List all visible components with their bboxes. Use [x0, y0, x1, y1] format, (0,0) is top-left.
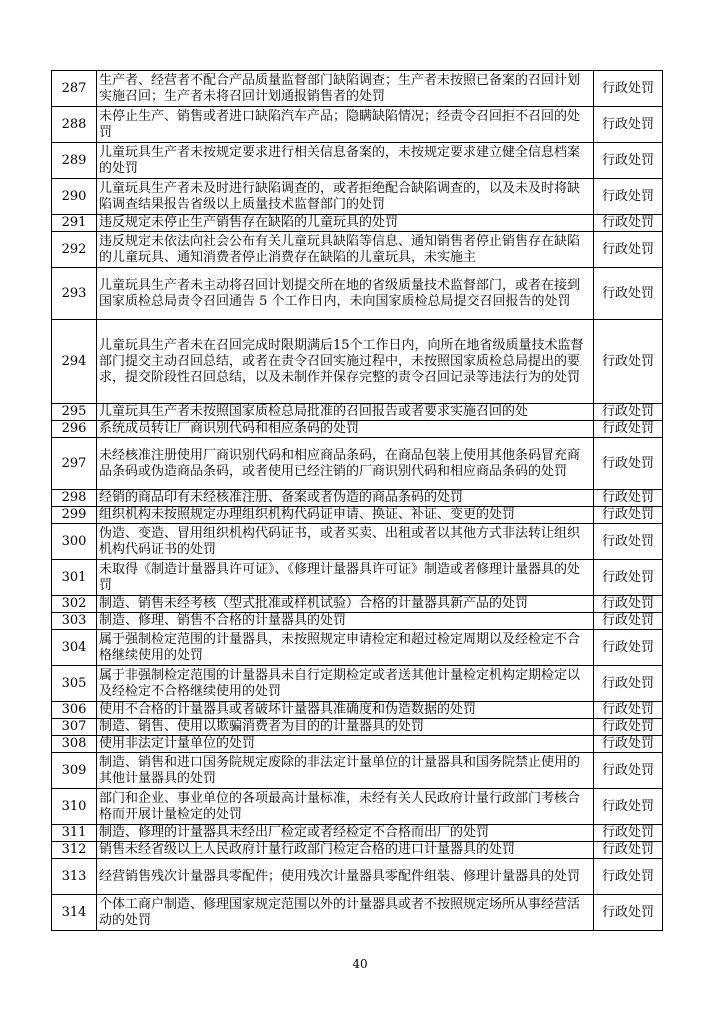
row-number: 304 — [52, 630, 97, 666]
table-row — [52, 421, 663, 438]
row-type: 行政处罚 — [594, 613, 663, 630]
row-type: 行政处罚 — [594, 320, 663, 404]
row-type: 行政处罚 — [594, 753, 663, 789]
table-row — [52, 895, 663, 931]
table-row — [52, 736, 663, 753]
row-number: 291 — [52, 215, 97, 232]
row-description: 儿童玩具生产者未及时进行缺陷调查的，或者拒绝配合缺陷调查的，以及未及时将缺陷调查结果报告省级以上质量技术监督部门的处罚 — [97, 179, 594, 215]
table-row — [52, 215, 663, 232]
row-description: 属于强制检定范围的计量器具，未按照规定申请检定和超过检定周期以及经检定不合格继续使用的处罚 — [97, 630, 594, 666]
row-type: 行政处罚 — [594, 143, 663, 179]
row-number: 306 — [52, 702, 97, 719]
row-type: 行政处罚 — [594, 404, 663, 421]
table-row — [52, 179, 663, 215]
page-number: 40 — [352, 957, 368, 971]
row-type: 行政处罚 — [594, 666, 663, 702]
table-row — [52, 404, 663, 421]
row-type: 行政处罚 — [594, 71, 663, 107]
row-number: 292 — [52, 232, 97, 268]
row-type: 行政处罚 — [594, 789, 663, 825]
table-row — [52, 71, 663, 107]
row-type: 行政处罚 — [594, 859, 663, 895]
table-row — [52, 719, 663, 736]
row-type: 行政处罚 — [594, 179, 663, 215]
row-description: 制造、销售未经考核（型式批准或样机试验）合格的计量器具新产品的处罚 — [97, 596, 594, 613]
row-description: 生产者、经营者不配合产品质量监督部门缺陷调查；生产者未按照已备案的召回计划实施召回；生产者未将召回计划通报销售者的处罚 — [97, 71, 594, 107]
table-row — [52, 524, 663, 560]
table-row — [52, 842, 663, 859]
row-number: 289 — [52, 143, 97, 179]
row-type: 行政处罚 — [594, 524, 663, 560]
row-type: 行政处罚 — [594, 560, 663, 596]
row-description: 属于非强制检定范围的计量器具未自行定期检定或者送其他计量检定机构定期检定以及经检定不合格继续使用的处罚 — [97, 666, 594, 702]
row-number: 290 — [52, 179, 97, 215]
row-number: 300 — [52, 524, 97, 560]
row-description: 经营销售残次计量器具零配件；使用残次计量器具零配件组装、修理计量器具的处罚 — [97, 859, 594, 895]
row-number: 314 — [52, 895, 97, 931]
row-number: 293 — [52, 268, 97, 320]
row-description: 儿童玩具生产者未按照国家质检总局批准的召回报告或者要求实施召回的处 — [97, 404, 594, 421]
row-description: 制造、修理的计量器具未经出厂检定或者经检定不合格而出厂的处罚 — [97, 825, 594, 842]
row-number: 294 — [52, 320, 97, 404]
row-type: 行政处罚 — [594, 215, 663, 232]
table-row — [52, 613, 663, 630]
row-number: 287 — [52, 71, 97, 107]
row-number: 288 — [52, 107, 97, 143]
row-type: 行政处罚 — [594, 719, 663, 736]
row-number: 298 — [52, 490, 97, 507]
table-row — [52, 859, 663, 895]
row-number: 296 — [52, 421, 97, 438]
row-number: 299 — [52, 507, 97, 524]
row-type: 行政处罚 — [594, 630, 663, 666]
row-description: 儿童玩具生产者未在召回完成时限期满后15个工作日内，向所在地省级质量技术监督部门提交主动召回总结，或者在责令召回实施过程中，未按照国家质检总局提出的要求，提交阶段性召回总结，以及未制作并保存完整的责令召回记录等违法行为的处罚 — [97, 320, 594, 404]
row-number: 309 — [52, 753, 97, 789]
row-type: 行政处罚 — [594, 825, 663, 842]
row-number: 295 — [52, 404, 97, 421]
table-body — [52, 71, 663, 931]
row-description: 违反规定未停止生产销售存在缺陷的儿童玩具的处罚 — [97, 215, 594, 232]
table-row — [52, 630, 663, 666]
row-number: 303 — [52, 613, 97, 630]
row-description: 儿童玩具生产者未主动将召回计划提交所在地的省级质量技术监督部门，或者在接到国家质检总局责令召回通告 5 个工作日内，未向国家质检总局提交召回报告的处罚 — [97, 268, 594, 320]
row-number: 308 — [52, 736, 97, 753]
row-number: 307 — [52, 719, 97, 736]
penalty-items-table — [51, 70, 663, 931]
row-type: 行政处罚 — [594, 895, 663, 931]
table-row — [52, 490, 663, 507]
table-row — [52, 666, 663, 702]
row-description: 使用不合格的计量器具或者破坏计量器具准确度和伪造数据的处罚 — [97, 702, 594, 719]
row-type: 行政处罚 — [594, 490, 663, 507]
row-number: 302 — [52, 596, 97, 613]
row-description: 违反规定未依法向社会公布有关儿童玩具缺陷等信息、通知销售者停止销售存在缺陷的儿童玩具、通知消费者停止消费存在缺陷的儿童玩具，未实施主 — [97, 232, 594, 268]
row-description: 未经核准注册使用厂商识别代码和相应商品条码，在商品包装上使用其他条码冒充商品条码或伪造商品条码，或者使用已经注销的厂商识别代码和相应商品条码的处罚 — [97, 438, 594, 490]
row-number: 305 — [52, 666, 97, 702]
row-description: 个体工商户制造、修理国家规定范围以外的计量器具或者不按照规定场所从事经营活动的处罚 — [97, 895, 594, 931]
row-type: 行政处罚 — [594, 232, 663, 268]
row-number: 312 — [52, 842, 97, 859]
table-row — [52, 753, 663, 789]
row-description: 未停止生产、销售或者进口缺陷汽车产品；隐瞒缺陷情况；经责令召回拒不召回的处罚 — [97, 107, 594, 143]
row-type: 行政处罚 — [594, 842, 663, 859]
table-row — [52, 702, 663, 719]
row-description: 组织机构未按照规定办理组织机构代码证申请、换证、补证、变更的处罚 — [97, 507, 594, 524]
row-number: 301 — [52, 560, 97, 596]
table-row — [52, 143, 663, 179]
table-row — [52, 438, 663, 490]
table-row — [52, 232, 663, 268]
table-row — [52, 268, 663, 320]
row-description: 使用非法定计量单位的处罚 — [97, 736, 594, 753]
row-number: 313 — [52, 859, 97, 895]
row-description: 制造、销售和进口国务院规定废除的非法定计量单位的计量器具和国务院禁止使用的其他计量器具的处罚 — [97, 753, 594, 789]
table-row — [52, 596, 663, 613]
row-description: 伪造、变造、冒用组织机构代码证书，或者买卖、出租或者以其他方式非法转让组织机构代码证书的处罚 — [97, 524, 594, 560]
row-type: 行政处罚 — [594, 438, 663, 490]
row-description: 制造、修理、销售不合格的计量器具的处罚 — [97, 613, 594, 630]
row-type: 行政处罚 — [594, 421, 663, 438]
row-description: 系统成员转让厂商识别代码和相应条码的处罚 — [97, 421, 594, 438]
row-description: 制造、销售、使用以欺骗消费者为目的的计量器具的处罚 — [97, 719, 594, 736]
table-row — [52, 825, 663, 842]
row-number: 311 — [52, 825, 97, 842]
row-description: 儿童玩具生产者未按规定要求进行相关信息备案的，未按规定要求建立健全信息档案的处罚 — [97, 143, 594, 179]
table-row — [52, 320, 663, 404]
row-description: 部门和企业、事业单位的各项最高计量标准，未经有关人民政府计量行政部门考核合格而开展计量检定的处罚 — [97, 789, 594, 825]
table-row — [52, 789, 663, 825]
row-type: 行政处罚 — [594, 736, 663, 753]
table-row — [52, 507, 663, 524]
row-type: 行政处罚 — [594, 596, 663, 613]
row-description: 经销的商品印有未经核准注册、备案或者伪造的商品条码的处罚 — [97, 490, 594, 507]
row-type: 行政处罚 — [594, 702, 663, 719]
row-number: 297 — [52, 438, 97, 490]
row-type: 行政处罚 — [594, 107, 663, 143]
table-row — [52, 107, 663, 143]
row-description: 未取得《制造计量器具许可证》、《修理计量器具许可证》制造或者修理计量器具的处罚 — [97, 560, 594, 596]
row-description: 销售未经省级以上人民政府计量行政部门检定合格的进口计量器具的处罚 — [97, 842, 594, 859]
row-type: 行政处罚 — [594, 268, 663, 320]
row-type: 行政处罚 — [594, 507, 663, 524]
table-row — [52, 560, 663, 596]
row-number: 310 — [52, 789, 97, 825]
